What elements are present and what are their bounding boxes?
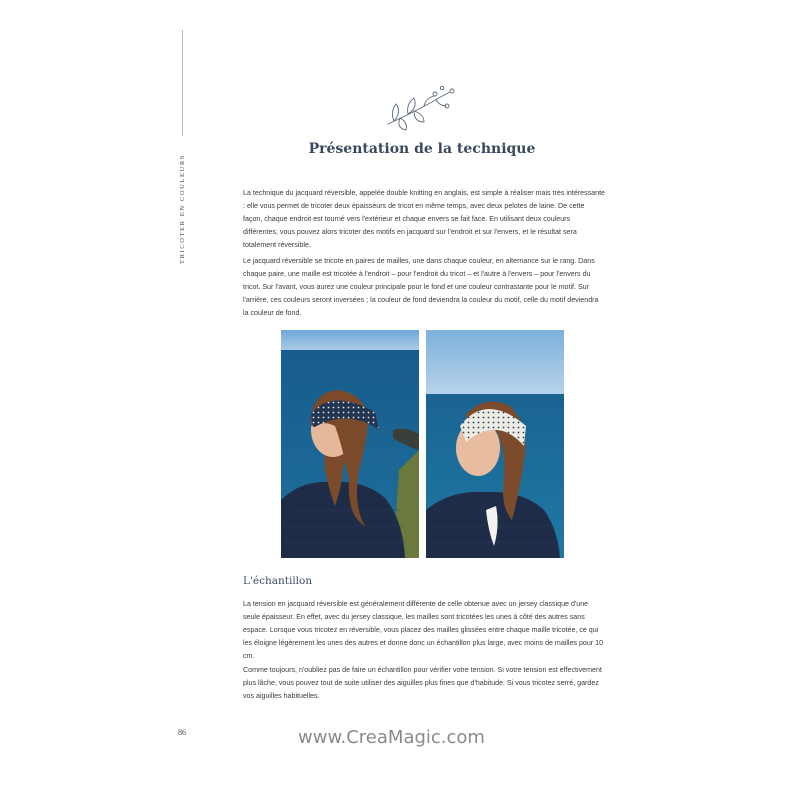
running-header-text: TRICOTER EN COULEURS	[178, 154, 186, 264]
page-number: 86	[178, 728, 186, 737]
section-heading: L'échantillon	[243, 575, 313, 587]
gauge-tip-paragraph: Comme toujours, n'oubliez pas de faire un échantillon pour vérifier votre tension. Si votre tension est effectivement plus lâche, vous pouvez tout de suite utiliser des aiguilles plus fines que d'habitude. Si vous tricotez serré, gardez vos aiguilles habituelles.	[243, 666, 602, 700]
photo-headband-front	[281, 330, 419, 558]
page-title: Présentation de la technique	[308, 141, 536, 157]
margin-rule	[182, 30, 183, 136]
running-header	[165, 142, 199, 276]
leaf-branch-icon	[380, 84, 460, 134]
gauge-paragraph: La tension en jacquard réversible est généralement différente de celle obtenue avec un jersey classique d'une seule épaisseur. En effet, avec du jersey classique, les mailles sont tricotées les unes à côté des autres sans espace. Lorsque vous tricotez en réversible, vous placez des mailles glissées entre chaque maille tricotée, ce qui les éloigne légèrement les unes des autres et donne donc un échantillon plus large, avec moins de mailles pour 10 cm.	[243, 600, 604, 660]
technique-paragraph: Le jacquard réversible se tricote en paires de mailles, une dans chaque couleur, en alternance sur le rang. Dans chaque paire, une maille est tricotée à l'endroit – pour l'endroit du tricot – et l'autre à l'envers – pour l'envers du tricot. Sur l'avant, vous aurez une couleur principale pour le fond et une couleur contrastante pour le motif. Sur l'arrière, ces couleurs seront inversées ; la couleur de fond deviendra la couleur du motif, celle du motif deviendra la couleur de fond.	[243, 257, 599, 317]
photo-headband-reverse	[426, 330, 564, 558]
watermark: www.CreaMagic.com	[298, 727, 485, 748]
intro-paragraph: La technique du jacquard réversible, appelée double knitting en anglais, est simple à réaliser mais très intéressante : elle vous permet de tricoter deux épaisseurs de tricot en même temps, avec deux pelotes de laine. De cette façon, chaque endroit est tourné vers l'extérieur et chaque envers se fait face. En utilisant deux couleurs différentes, vous pouvez alors tricoter des motifs en jacquard sur l'endroit et sur l'envers, et le résultat sera totalement réversible.	[243, 189, 605, 249]
